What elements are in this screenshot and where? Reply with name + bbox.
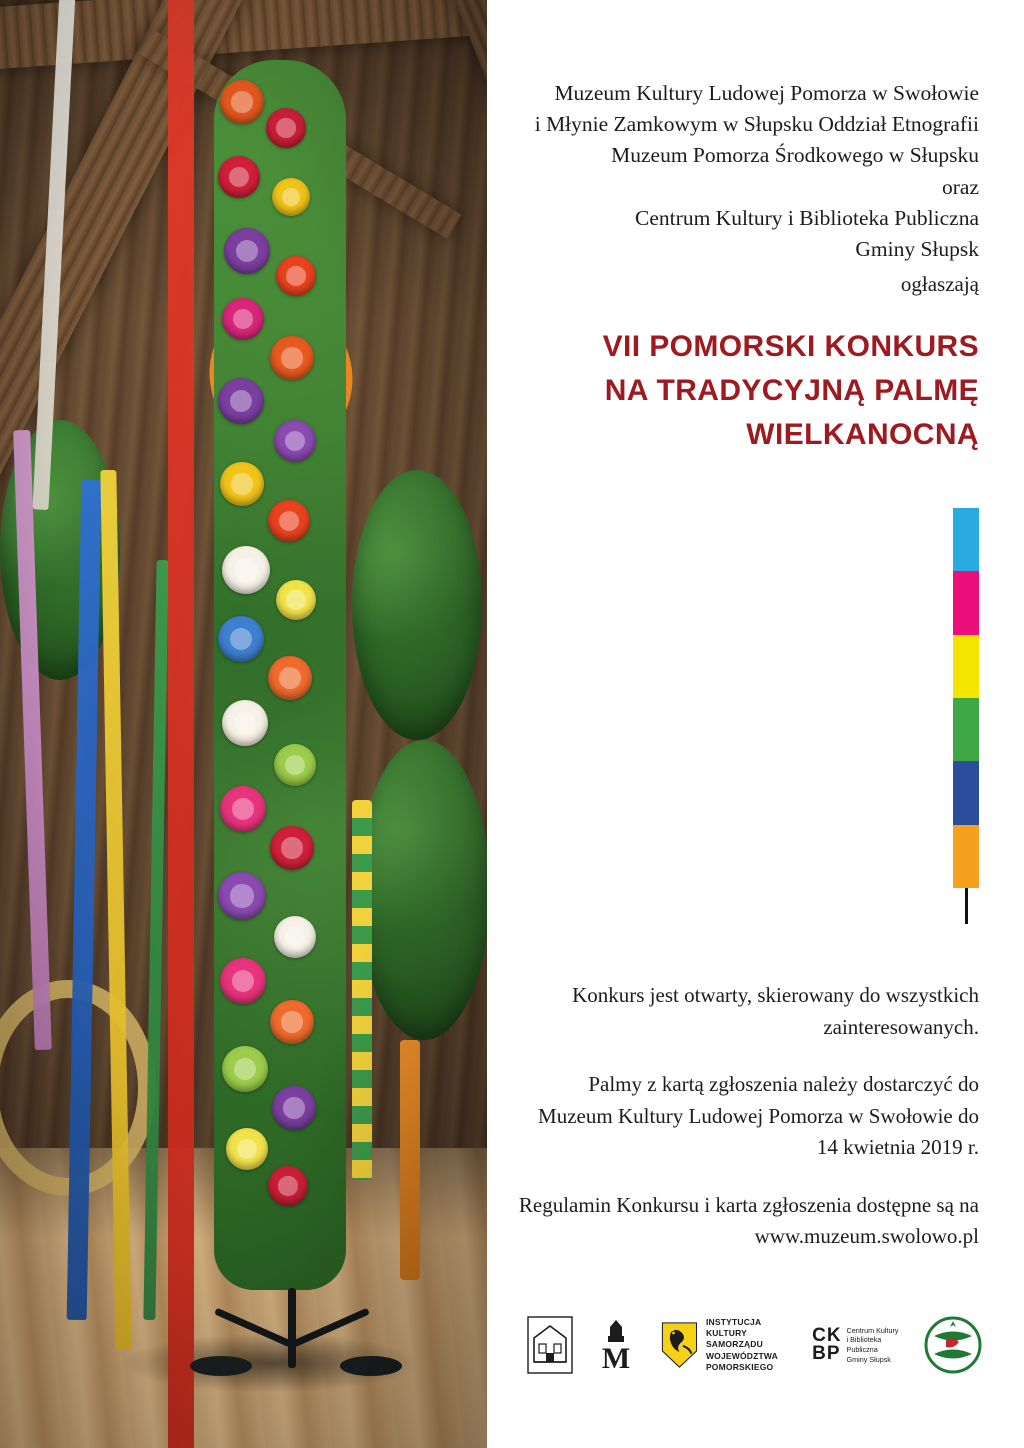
- organizer-line: Gminy Słupsk: [855, 236, 979, 261]
- paper-flower: [218, 156, 260, 198]
- title-line: WIELKANOCNĄ: [746, 418, 979, 452]
- paper-flower: [218, 616, 264, 662]
- color-bar-segment-cyan: [953, 508, 979, 571]
- organizer-line: Muzeum Kultury Ludowej Pomorza w Swołowie: [554, 81, 979, 105]
- ckbp-line-3: Gminy Słupsk: [846, 1354, 891, 1364]
- stand-leg: [288, 1288, 296, 1368]
- ckbp-line-1: Centrum Kultury: [846, 1325, 899, 1335]
- page-title: [517, 325, 979, 457]
- easter-palm-photograph: [0, 0, 487, 1448]
- paper-flower: [222, 700, 268, 746]
- color-bar-segment-magenta: [953, 571, 979, 634]
- organizer-line: Muzeum Pomorza Środkowego w Słupsku: [611, 143, 979, 168]
- title-line: NA TRADYCYJNĄ PALMĘ: [604, 374, 979, 408]
- muzeum-pomorza-srodkowego-logo: [527, 1316, 573, 1374]
- title-line: VII POMORSKI KONKURS: [602, 330, 979, 363]
- body-text: [517, 980, 979, 1253]
- color-bar-segment-yellow: [953, 635, 979, 698]
- instytucja-kultury-logo-text: [706, 1317, 790, 1373]
- paper-flower: [226, 1128, 268, 1170]
- logo-row: [527, 1300, 984, 1390]
- paper-flower: [220, 786, 266, 832]
- paragraph-rules: Regulamin Konkursu i karta zgłoszenia dostępne są na www.muzeum.swolowo.pl: [518, 1192, 979, 1248]
- palm-metal-stand: [190, 1298, 400, 1388]
- easter-palm-column: [196, 60, 366, 1320]
- stand-foot: [340, 1356, 402, 1376]
- color-bar-segment-green: [953, 698, 979, 761]
- paper-flower: [276, 580, 316, 620]
- paper-flower: [272, 1086, 316, 1130]
- ckbp-monogram-top: CK: [812, 1324, 842, 1346]
- ik-line-3: WOJEWÓDZTWA: [705, 1350, 779, 1361]
- svg-text:M: M: [601, 1342, 631, 1374]
- ckbp-line-2: i Biblioteka Publiczna: [846, 1335, 882, 1354]
- paper-flower: [220, 462, 264, 506]
- gmina-slupsk-logo: [922, 1316, 984, 1374]
- paper-flower: [274, 744, 316, 786]
- mlyn-zamkowy-logo: [595, 1316, 637, 1374]
- paper-flower: [272, 178, 310, 216]
- organizers-block: [527, 78, 979, 265]
- boxwood-bush: [358, 740, 487, 1040]
- paper-flower: [218, 872, 266, 920]
- paragraph-openness: Konkurs jest otwarty, skierowany do wszystkich zainteresowanych.: [572, 983, 979, 1039]
- paper-flower: [220, 958, 266, 1004]
- paper-flower: [274, 420, 316, 462]
- ckbp-logo-text: [847, 1326, 900, 1365]
- ckbp-monogram-bottom: BP: [812, 1343, 841, 1364]
- paper-flower: [266, 108, 306, 148]
- poster-text-panel: [487, 0, 1024, 1448]
- paper-flower: [270, 826, 314, 870]
- paper-flower: [222, 1046, 268, 1092]
- color-bar-graphic: [953, 508, 979, 888]
- ik-line-4: POMORSKIEGO: [705, 1361, 774, 1372]
- ckbp-logo: [812, 1326, 900, 1365]
- organizer-line: Centrum Kultury i Biblioteka Publiczna: [635, 205, 979, 230]
- stand-foot: [190, 1356, 252, 1376]
- announce-word: ogłaszają: [900, 272, 979, 296]
- paper-flower: [268, 500, 310, 542]
- paper-flower: [222, 298, 264, 340]
- ik-line-1: INSTYTUCJA KULTURY: [705, 1316, 761, 1339]
- paper-flower: [268, 656, 312, 700]
- ribbon-red: [168, 0, 194, 1448]
- orange-pole: [400, 1040, 420, 1280]
- color-bar-segment-blue: [953, 761, 979, 824]
- organizer-line: i Młynie Zamkowym w Słupsku Oddział Etnografii: [534, 112, 979, 137]
- boxwood-bush: [352, 470, 482, 740]
- paper-flower: [276, 256, 316, 296]
- stand-leg: [292, 1308, 370, 1348]
- stand-leg: [214, 1308, 292, 1348]
- color-bar-segment-orange: [953, 825, 979, 888]
- ckbp-monogram: [812, 1324, 842, 1364]
- paper-flower: [224, 228, 270, 274]
- paper-flower: [222, 546, 270, 594]
- paper-flower: [270, 1000, 314, 1044]
- organizer-conjunction: oraz: [942, 174, 979, 199]
- color-bar-stem: [965, 888, 968, 924]
- paper-flower: [274, 916, 316, 958]
- ik-line-2: SAMORZĄDU: [705, 1339, 763, 1350]
- paper-flower: [218, 378, 264, 424]
- paragraph-delivery: Palmy z kartą zgłoszenia należy dostarczyć do Muzeum Kultury Ludowej Pomorza w Swołowie do 14 kwietnia 2019 r.: [538, 1072, 979, 1159]
- instytucja-kultury-samorzadu-wojewodztwa-pomorskiego-logo: [659, 1316, 790, 1374]
- paper-flower: [220, 80, 264, 124]
- paper-flower: [270, 336, 314, 380]
- paper-flower: [268, 1166, 308, 1206]
